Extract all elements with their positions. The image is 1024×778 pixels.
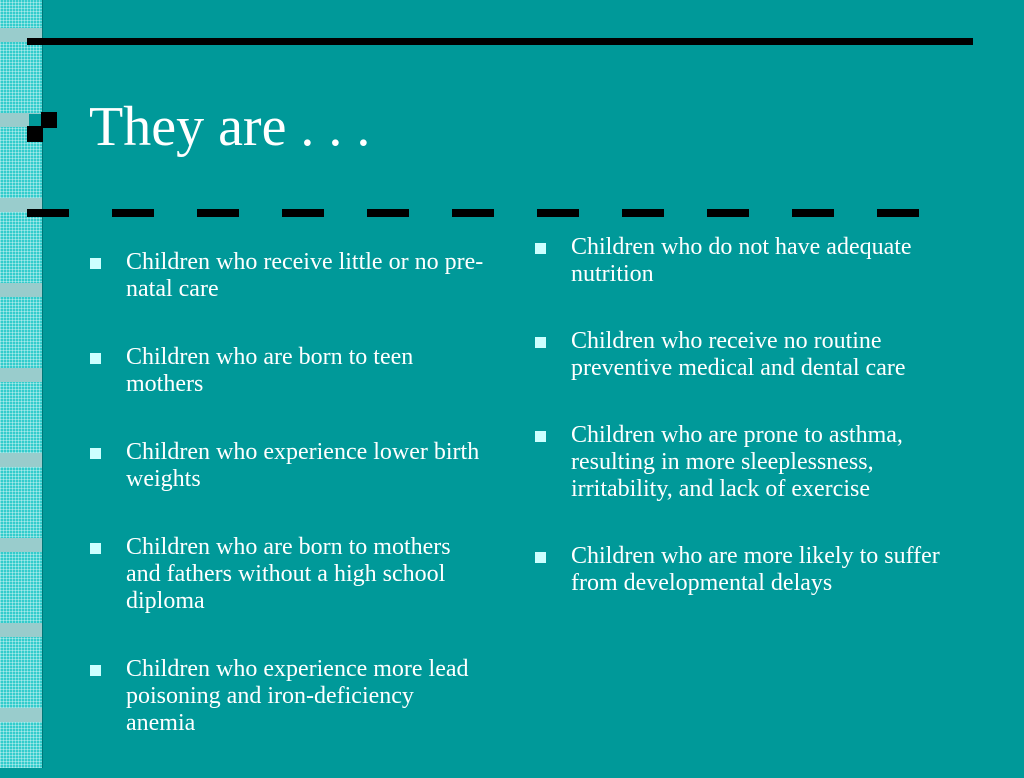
strip-band	[0, 368, 43, 382]
square-bullet-icon	[535, 552, 546, 563]
list-item	[89, 439, 489, 493]
square-bullet-icon	[535, 337, 546, 348]
list-item	[534, 234, 944, 288]
list-item	[534, 328, 944, 382]
list-item-text: Children who receive little or no pre-natal care	[126, 249, 484, 302]
list-item-text: Children who are more likely to suffer from developmental delays	[571, 543, 940, 596]
square-bullet-icon	[90, 665, 101, 676]
square-bullet-icon	[90, 543, 101, 554]
strip-band	[0, 538, 43, 552]
strip-band	[0, 623, 43, 637]
list-item	[534, 422, 944, 503]
dashed-divider	[27, 209, 921, 217]
list-item-text: Children who experience lower birth weights	[126, 439, 480, 492]
list-item-text: Children who experience more lead poisoning and iron-deficiency anemia	[126, 656, 469, 736]
strip-band	[0, 283, 43, 297]
slide-title: They are . . .	[89, 96, 371, 158]
list-item-text: Children who are prone to asthma, resulting in more sleeplessness, irritability, and lack of exercise	[571, 422, 903, 502]
strip-band	[0, 708, 43, 722]
top-divider	[27, 38, 973, 45]
square-bullet-icon	[535, 243, 546, 254]
list-item-text: Children who do not have adequate nutrition	[571, 234, 912, 287]
list-item-text: Children who are born to teen mothers	[126, 344, 414, 397]
list-item	[89, 534, 489, 615]
list-item	[89, 344, 489, 398]
square-bullet-icon	[90, 448, 101, 459]
list-item	[89, 656, 489, 737]
square-bullet-icon	[27, 112, 57, 142]
square-bullet-icon	[535, 431, 546, 442]
right-bullet-list	[534, 234, 944, 637]
square-bullet-icon	[90, 353, 101, 364]
list-item	[534, 543, 944, 597]
list-item-text: Children who are born to mothers and fathers without a high school diploma	[126, 534, 451, 614]
list-item	[89, 249, 489, 303]
list-item-text: Children who receive no routine preventive medical and dental care	[571, 328, 906, 381]
strip-band	[0, 453, 43, 467]
square-bullet-icon	[90, 258, 101, 269]
left-bullet-list	[89, 249, 489, 778]
